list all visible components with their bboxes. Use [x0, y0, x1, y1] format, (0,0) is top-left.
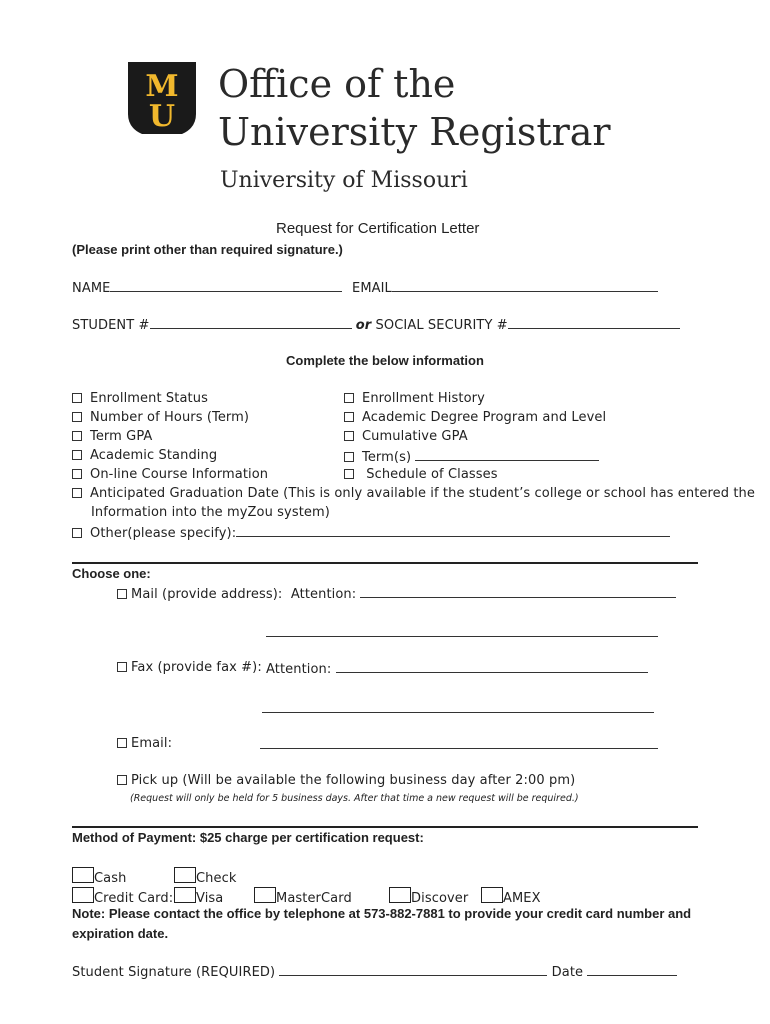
email-field[interactable]	[392, 279, 658, 292]
anticipated-line2: Information into the myZou system)	[91, 505, 330, 520]
date-label: Date	[551, 965, 584, 980]
checkbox-icon[interactable]	[72, 393, 82, 403]
mail-label: Mail (provide address):	[131, 587, 283, 602]
office-title-line2: University Registrar	[218, 110, 611, 154]
checklist-label: Term GPA	[90, 429, 153, 444]
payment-note-line1: Note: Please contact the office by telephone at 573-882-7881 to provide your credit card number and	[72, 906, 692, 921]
terms-field[interactable]	[415, 448, 599, 461]
checklist-label: Enrollment Status	[90, 391, 208, 406]
signature-label: Student Signature (REQUIRED)	[72, 965, 276, 980]
checkbox-icon[interactable]	[344, 452, 354, 462]
email-option[interactable]	[117, 736, 172, 751]
email-row	[352, 279, 658, 296]
fax-label: Fax (provide fax #):	[131, 660, 262, 675]
checklist-label: Schedule of Classes	[366, 467, 498, 482]
checkbox-icon[interactable]	[254, 887, 276, 903]
checklist-label: Academic Degree Program and Level	[362, 410, 607, 425]
checkbox-icon[interactable]	[72, 867, 94, 883]
student-number-field[interactable]	[150, 316, 352, 329]
complete-heading: Complete the below information	[286, 353, 484, 368]
mu-logo-icon	[128, 62, 196, 134]
amex-label: AMEX	[503, 891, 541, 906]
svg-text:M: M	[145, 69, 179, 104]
pickup-option[interactable]	[117, 773, 575, 788]
checklist-item[interactable]	[72, 448, 217, 463]
checkbox-icon[interactable]	[117, 662, 127, 672]
svg-text:U: U	[148, 99, 176, 134]
university-name: University of Missouri	[220, 168, 468, 193]
checkbox-icon[interactable]	[344, 431, 354, 441]
payment-heading: Method of Payment: $25 charge per certification request:	[72, 830, 424, 845]
checklist-item[interactable]	[72, 391, 208, 406]
checkbox-icon[interactable]	[72, 450, 82, 460]
section-divider	[72, 826, 698, 828]
payment-check[interactable]	[174, 866, 237, 886]
ssn-field[interactable]	[508, 316, 680, 329]
payment-credit[interactable]	[72, 886, 173, 906]
section-divider	[72, 562, 698, 564]
checkbox-icon[interactable]	[72, 528, 82, 538]
checklist-item[interactable]	[72, 410, 249, 425]
checkbox-icon[interactable]	[117, 738, 127, 748]
name-field[interactable]	[110, 279, 342, 292]
pickup-note: (Request will only be held for 5 business days. After that time a new request will be required.)	[130, 793, 579, 804]
checklist-label: Other(please specify):	[90, 526, 237, 541]
email-option-label: Email:	[131, 736, 173, 751]
checkbox-icon[interactable]	[174, 867, 196, 883]
checklist-item[interactable]	[344, 448, 599, 465]
name-row	[72, 279, 342, 296]
checkbox-icon[interactable]	[481, 887, 503, 903]
checklist-item[interactable]	[344, 467, 498, 482]
or-label: or	[355, 318, 372, 333]
checkbox-icon[interactable]	[117, 589, 127, 599]
checklist-label: Term(s)	[362, 450, 412, 465]
checkbox-icon[interactable]	[72, 887, 94, 903]
ssn-label: SOCIAL SECURITY #	[375, 318, 508, 333]
mail-option[interactable]	[117, 585, 676, 602]
form-title: Request for Certification Letter	[276, 220, 480, 237]
checklist-item[interactable]	[72, 467, 268, 482]
checkbox-icon[interactable]	[72, 412, 82, 422]
checkbox-icon[interactable]	[344, 393, 354, 403]
payment-cash[interactable]	[72, 866, 126, 886]
email-option-field[interactable]	[260, 736, 658, 749]
checkbox-icon[interactable]	[72, 431, 82, 441]
fax-attention-field[interactable]	[336, 660, 648, 673]
fax-number-field[interactable]	[262, 700, 654, 713]
checkbox-icon[interactable]	[72, 469, 82, 479]
credit-card-label: Credit Card:	[94, 891, 174, 906]
pickup-label: Pick up (Will be available the following business day after 2:00 pm)	[131, 773, 576, 788]
attention-label: Attention:	[266, 662, 332, 677]
checklist-item[interactable]	[344, 410, 606, 425]
payment-discover[interactable]	[389, 886, 468, 906]
other-field[interactable]	[236, 524, 670, 537]
visa-label: Visa	[196, 891, 224, 906]
cash-label: Cash	[94, 871, 127, 886]
fax-option[interactable]	[117, 660, 262, 675]
choose-heading: Choose one:	[72, 566, 151, 581]
checklist-item-anticipated[interactable]	[72, 486, 755, 501]
checklist-item[interactable]	[344, 391, 485, 406]
checkbox-icon[interactable]	[344, 412, 354, 422]
name-label: NAME	[72, 281, 111, 296]
payment-note-line2: expiration date.	[72, 926, 169, 941]
signature-row	[72, 963, 677, 980]
checklist-item-other[interactable]	[72, 524, 670, 541]
fax-attention-row	[266, 660, 648, 677]
attention-label: Attention:	[290, 587, 357, 602]
checklist-label: Anticipated Graduation Date (This is only available if the student’s college or school has entered the	[90, 486, 755, 501]
student-number-label: STUDENT #	[72, 318, 150, 333]
checkbox-icon[interactable]	[389, 887, 411, 903]
checklist-label: On-line Course Information	[90, 467, 269, 482]
checklist-label: Academic Standing	[90, 448, 218, 463]
checklist-item[interactable]	[72, 429, 152, 444]
mail-attention-field[interactable]	[360, 585, 676, 598]
checkbox-icon[interactable]	[117, 775, 127, 785]
check-label: Check	[196, 871, 237, 886]
payment-mastercard[interactable]	[254, 886, 352, 906]
checklist-label: Number of Hours (Term)	[90, 410, 250, 425]
payment-amex[interactable]	[481, 886, 541, 906]
mail-address-field[interactable]	[266, 624, 658, 637]
checkbox-icon[interactable]	[174, 887, 196, 903]
payment-visa[interactable]	[174, 886, 223, 906]
form-subtitle: (Please print other than required signature.)	[72, 242, 343, 257]
email-label: EMAIL	[352, 281, 392, 296]
date-field[interactable]	[587, 963, 677, 976]
office-title-line1: Office of the	[218, 62, 456, 106]
checklist-label: Cumulative GPA	[362, 429, 468, 444]
checklist-item[interactable]	[344, 429, 468, 444]
signature-field[interactable]	[279, 963, 547, 976]
mastercard-label: MasterCard	[276, 891, 352, 906]
discover-label: Discover	[411, 891, 469, 906]
checkbox-icon[interactable]	[344, 469, 354, 479]
checklist-label: Enrollment History	[362, 391, 485, 406]
checkbox-icon[interactable]	[72, 488, 82, 498]
student-row	[72, 316, 680, 333]
